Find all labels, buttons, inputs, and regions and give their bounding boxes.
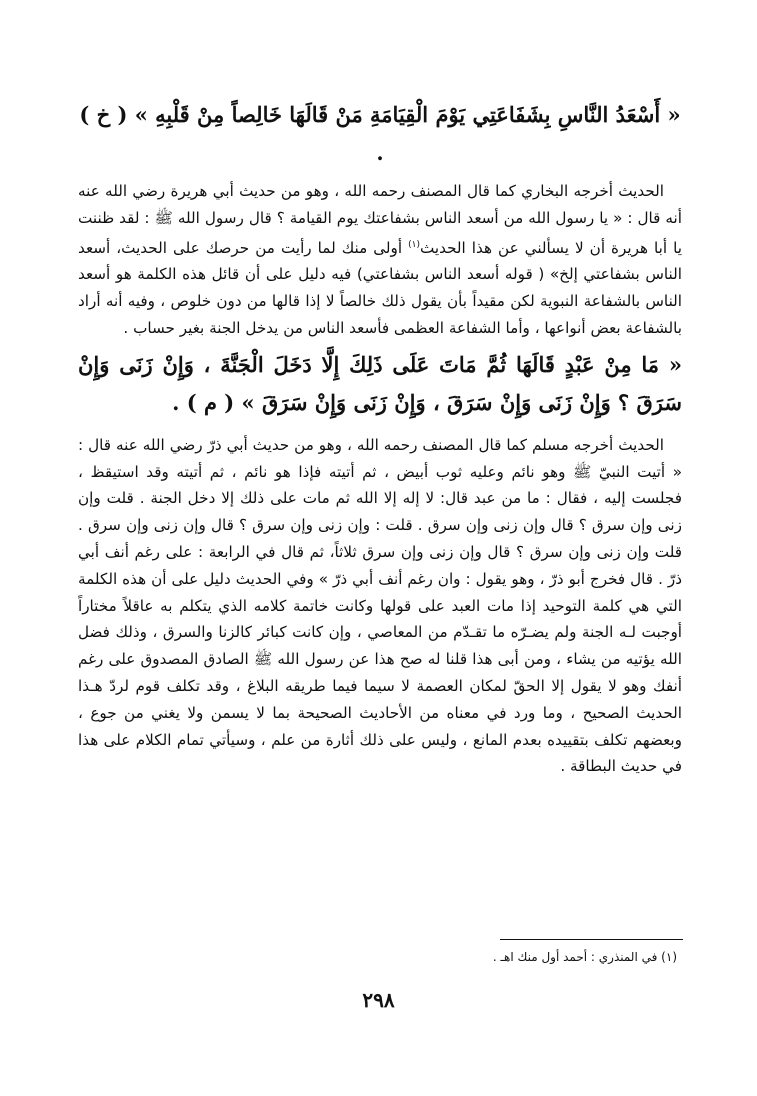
page-content bbox=[78, 96, 682, 780]
commentary-paragraph-1-part-b: أولى منك لما رأيت من حرصك على الحديث، أسعد الناس بشفاعتي إلخ» ( قوله أسعد الناس بشفاعتي) فيه دليل على أن قائل هذه الكلمة هو أسعد الناس بالشفاعة النبوية لكن مقيداً بأن يقول ذلك خالصاً لا إذا قالها من دون خلوص ، وفيه أنه أراد بالشفاعة بعض أنواعها ، وأما الشفاعة العظمى فأسعد الناس من يدخل الجنة بغير حساب . bbox=[78, 238, 682, 338]
commentary-paragraph-1-part-a: الحديث أخرجه البخاري كما قال المصنف رحمه الله ، وهو من حديث أبي هريرة رضي الله عنه أنه قال : « يا رسول الله من أسعد الناس بشفاعتك يوم القيامة ؟ قال رسول الله ﷺ : لقد ظننت يا أبا هريرة أن لا يسألني عن هذا الحديث bbox=[78, 182, 682, 257]
hadith-heading-2: « مَا مِنْ عَبْدٍ قَالَهَا ثُمَّ مَاتَ عَلَى ذَلِكَ إِلَّا دَخَلَ الْجَنَّةَ ، وَإِنْ زَنَى وَإِنْ سَرَقَ ؟ وَإِنْ زَنَى وَإِنْ سَرَقَ ، وَإِنْ زَنَى وَإِنْ سَرَقَ » ( م ) . bbox=[78, 351, 682, 415]
footnote-divider bbox=[500, 939, 683, 940]
commentary-paragraph-2 bbox=[78, 432, 682, 780]
commentary-paragraph-2-text: الحديث أخرجه مسلم كما قال المصنف رحمه الله ، وهو من حديث أبي ذرّ رضي الله عنه قال : « أتيت النبيّ ﷺ وهو نائم وعليه ثوب أبيض ، ثم أتيته فإذا هو نائم ، ثم أتيته وقد استيقظ ، فجلست إليه ، فقال : ما من عبد قال: لا إله إلا الله ثم مات على ذلك إلا دخل الجنة . قلت وإن زنى وإن سرق ؟ قال وإن زنى وإن سرق . قلت : وإن زنى وإن سرق ؟ قال وإن زنى وإن سرق . قلت وإن زنى وإن سرق ؟ قال وإن زنى وإن سرق ثلاثاً، ثم قال في الرابعة : على رغم أنف أبي ذرّ . قال فخرج أبو ذرّ ، وهو يقول : وان رغم أنف أبي ذرّ » وفي الحديث دليل على أن هذه الكلمة التي هي كلمة التوحيد إذا مات العبد على قولها وكانت خاتمة كلامه الذي يتكلم به عاقلاً مختاراً أوجبت لـه الجنة ولم يضـرّه ما تقـدّم من المعاصي ، وإن كانت كبائر كالزنا والسرق ، وذلك فضل الله يؤتيه من يشاء ، ومن أبى هذا قلنا له صح هذا عن رسول الله ﷺ الصادق المصدوق على رغم أنفك وهو لا يقول إلا الحقّ لمكان العصمة لا سيما فيما طريقه البلاغ ، وقد تكلف قوم لردّ هـذا الحديث الصحيح ، وما ورد في معناه من الأحاديث الصحيحة بما لا يسمن ولا يغني من جوع ، وبعضهم تكلف بتقييده بعدم المانع ، وليس على ذلك أثارة من علم ، وسيأتي تمام الكلام على هذا في حديث البطاقة . bbox=[78, 435, 682, 776]
footnote: (١) في المنذري : أحمد أول منك اهـ . bbox=[492, 950, 677, 964]
page-number: ٢٩٨ bbox=[362, 988, 395, 1012]
footnote-reference[interactable]: (١) bbox=[408, 239, 421, 250]
commentary-paragraph-1 bbox=[78, 178, 682, 342]
hadith-heading-1: « أَسْعَدُ النَّاسِ بِشَفَاعَتِي يَوْمَ الْقِيَامَةِ مَنْ قَالَهَا خَالِصاً مِنْ قَلْبِهِ » ( خ ) . bbox=[79, 102, 681, 165]
